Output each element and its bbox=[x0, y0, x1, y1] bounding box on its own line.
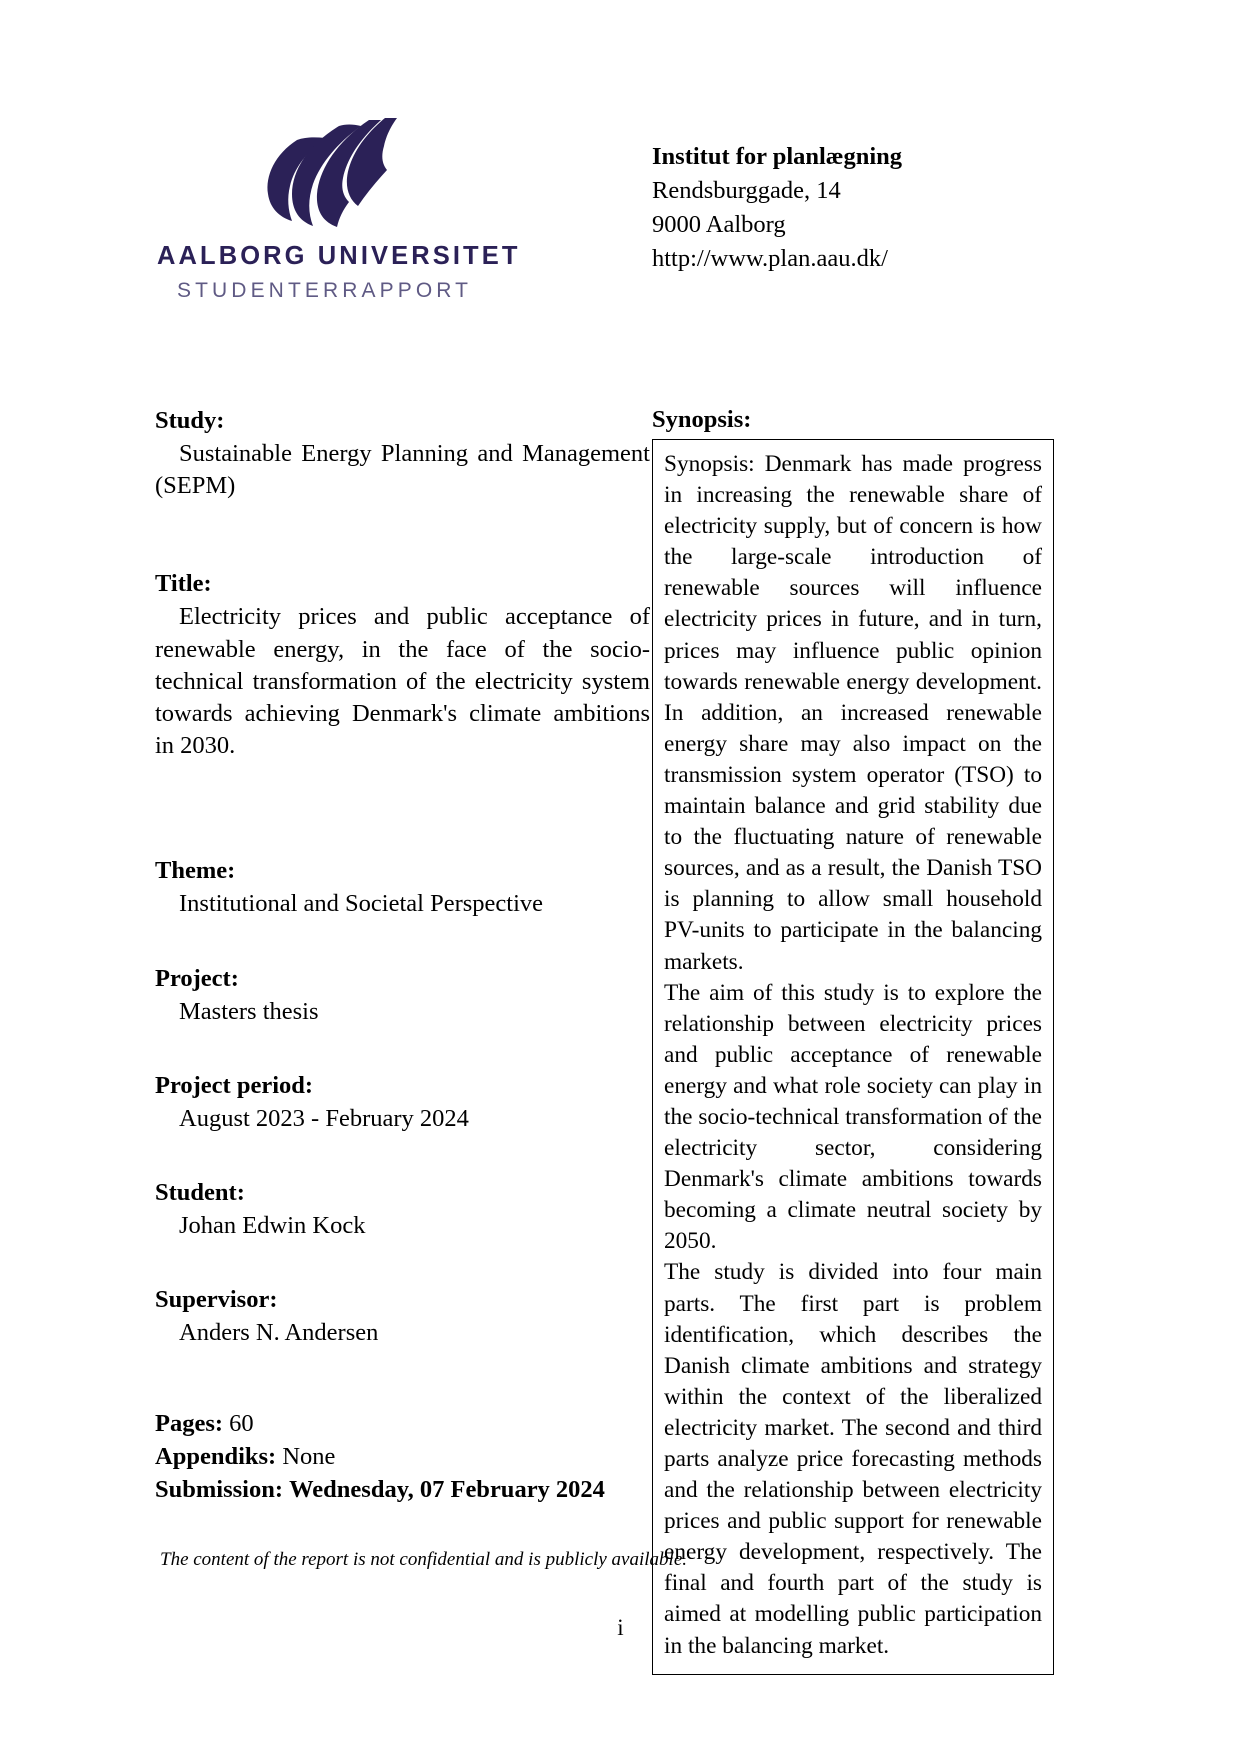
synopsis-label: Synopsis: bbox=[652, 406, 752, 433]
department-address-block bbox=[652, 140, 1102, 276]
page-header bbox=[0, 118, 1241, 328]
spacer bbox=[155, 921, 650, 963]
spacer bbox=[155, 1242, 650, 1284]
synopsis-paragraph-1: Synopsis: Denmark has made progress in increasing the renewable share of electricity supply, but of concern is how the large-scale introduction of renewable sources will influence electricity prices in future, and in turn, prices may influence public opinion towards renewable energy development. In addition, an increased renewable energy share may also impact on the transmission system operator (TSO) to maintain balance and grid stability due to the fluctuating nature of renewable sources, and as a result, the Danish TSO is planning to allow small household PV-units to participate in the balancing markets. bbox=[664, 451, 1042, 975]
spacer bbox=[155, 502, 650, 568]
field-pages bbox=[155, 1407, 650, 1440]
department-url[interactable]: http://www.plan.aau.dk/ bbox=[652, 245, 888, 272]
page-number: i bbox=[617, 1615, 624, 1640]
field-supervisor-value: Anders N. Andersen bbox=[179, 1319, 379, 1347]
field-pages-label: Pages: bbox=[155, 1410, 224, 1438]
synopsis-paragraph-3: The study is divided into four main parts. The first part is problem identification, which describes the Danish climate ambitions and strategy within the context of the liberalized electricity market. The second and third parts analyze price forecasting methods and the relationship between electricity prices and public support for renewable energy development, respectively. The final and fourth part of the study is aimed at modelling public participation in the balancing market. bbox=[664, 1259, 1042, 1659]
field-theme-value: Institutional and Societal Perspective bbox=[179, 890, 544, 918]
field-student-value: Johan Edwin Kock bbox=[179, 1212, 366, 1240]
field-submission-label: Submission: bbox=[155, 1476, 284, 1504]
field-theme-label: Theme: bbox=[155, 857, 236, 885]
field-project-period-label: Project period: bbox=[155, 1071, 314, 1099]
field-title bbox=[155, 568, 650, 762]
field-appendiks-label: Appendiks: bbox=[155, 1443, 277, 1471]
field-submission-value: Wednesday, 07 February 2024 bbox=[289, 1476, 605, 1504]
field-study bbox=[155, 405, 650, 502]
field-supervisor-label: Supervisor: bbox=[155, 1286, 278, 1314]
field-theme bbox=[155, 855, 650, 920]
field-title-value: Electricity prices and public acceptance of renewable energy, in the face of the socio-technical transformation of the electricity system towards achieving Denmark's climate ambitions in 2030. bbox=[155, 603, 650, 760]
field-appendiks bbox=[155, 1440, 650, 1473]
field-study-label: Study: bbox=[155, 407, 225, 434]
university-wordmark: AALBORG UNIVERSITET bbox=[157, 242, 521, 270]
project-metadata-column bbox=[155, 405, 650, 1506]
field-project-period bbox=[155, 1070, 650, 1135]
confidentiality-note: The content of the report is not confidential and is publicly available. bbox=[160, 1549, 687, 1570]
report-type-wordmark: STUDENTERRAPPORT bbox=[177, 279, 473, 302]
field-study-value: Sustainable Energy Planning and Management (SEPM) bbox=[155, 440, 650, 500]
field-project-value: Masters thesis bbox=[179, 997, 319, 1025]
university-logo-block bbox=[155, 118, 585, 303]
field-project-period-value: August 2023 - February 2024 bbox=[179, 1104, 469, 1132]
spacer bbox=[155, 1349, 650, 1391]
field-project bbox=[155, 963, 650, 1028]
spacer bbox=[155, 1391, 650, 1407]
aau-swoosh-logo-icon bbox=[235, 118, 425, 228]
synopsis-paragraph-2: The aim of this study is to explore the relationship between electricity prices and public acceptance of renewable energy and what role society can play in the socio-technical transformation of the electricity sector, considering Denmark's climate ambitions towards becoming a climate neutral society by 2050. bbox=[664, 979, 1042, 1255]
department-name: Institut for planlægning bbox=[652, 143, 903, 170]
spacer bbox=[155, 762, 650, 828]
field-supervisor bbox=[155, 1284, 650, 1349]
synopsis-column bbox=[652, 405, 1052, 1675]
synopsis-box bbox=[652, 439, 1054, 1675]
spacer bbox=[155, 828, 650, 855]
field-project-label: Project: bbox=[155, 964, 239, 992]
spacer bbox=[155, 1135, 650, 1177]
field-submission bbox=[155, 1473, 650, 1506]
field-pages-value: 60 bbox=[229, 1410, 254, 1438]
department-city: 9000 Aalborg bbox=[652, 211, 786, 238]
field-appendiks-value: None bbox=[282, 1443, 336, 1471]
field-title-label: Title: bbox=[155, 570, 212, 598]
field-student bbox=[155, 1177, 650, 1242]
spacer bbox=[155, 1028, 650, 1070]
field-student-label: Student: bbox=[155, 1179, 245, 1207]
department-street: Rendsburggade, 14 bbox=[652, 177, 841, 204]
